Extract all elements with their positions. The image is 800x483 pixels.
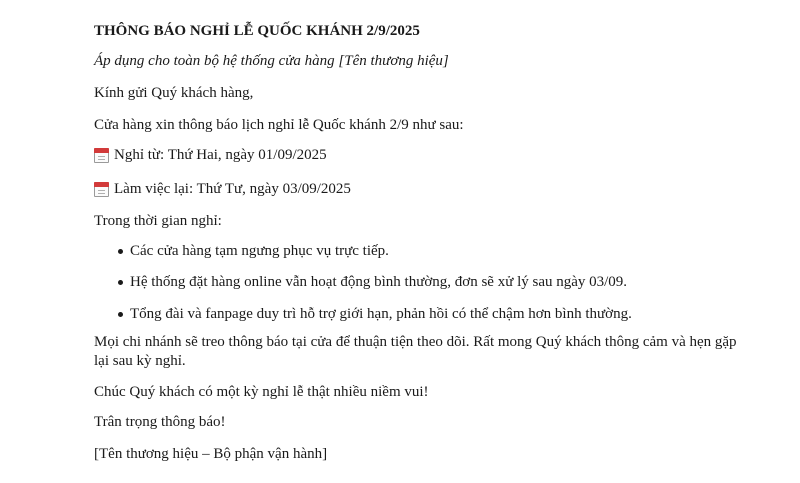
- list-item: [130, 305, 632, 324]
- closing-paragraph: Mọi chi nhánh sẽ treo thông báo tại cửa để thuận tiện theo dõi. Rất mong Quý khách thông cảm và hẹn gặp lại sau kỳ nghỉ.: [94, 334, 737, 369]
- bullet-icon: [118, 249, 123, 254]
- closing-date-text: Nghỉ từ: Thứ Hai, ngày 01/09/2025: [114, 147, 327, 163]
- list-item-text: Tổng đài và fanpage duy trì hỗ trợ giới hạn, phản hồi có thể chậm hơn bình thường.: [130, 306, 632, 322]
- calendar-icon: [94, 148, 109, 163]
- wish-line: Chúc Quý khách có một kỳ nghỉ lễ thật nhiều niềm vui!: [94, 384, 429, 400]
- regards-line: Trân trọng thông báo!: [94, 414, 226, 430]
- notice-title: THÔNG BÁO NGHỈ LỄ QUỐC KHÁNH 2/9/2025: [94, 23, 420, 39]
- list-item: [130, 273, 627, 292]
- reopen-date-text: Làm việc lại: Thứ Tư, ngày 03/09/2025: [114, 181, 351, 197]
- signature: [Tên thương hiệu – Bộ phận vận hành]: [94, 446, 328, 462]
- reopen-date-line: [94, 180, 351, 199]
- bullet-icon: [118, 312, 123, 317]
- list-item-text: Hệ thống đặt hàng online vẫn hoạt động bình thường, đơn sẽ xử lý sau ngày 03/09.: [130, 274, 628, 290]
- closing-date-line: [94, 146, 327, 165]
- list-item-text: Các cửa hàng tạm ngưng phục vụ trực tiếp.: [130, 243, 389, 259]
- during-label: Trong thời gian nghỉ:: [94, 213, 222, 229]
- list-item: [130, 242, 389, 261]
- notice-subtitle: Áp dụng cho toàn bộ hệ thống cửa hàng [Tên thương hiệu]: [94, 53, 449, 69]
- greeting: Kính gửi Quý khách hàng,: [94, 85, 254, 101]
- calendar-icon: [94, 182, 109, 197]
- bullet-icon: [118, 280, 123, 285]
- intro-paragraph: Cửa hàng xin thông báo lịch nghỉ lễ Quốc khánh 2/9 như sau:: [94, 117, 464, 133]
